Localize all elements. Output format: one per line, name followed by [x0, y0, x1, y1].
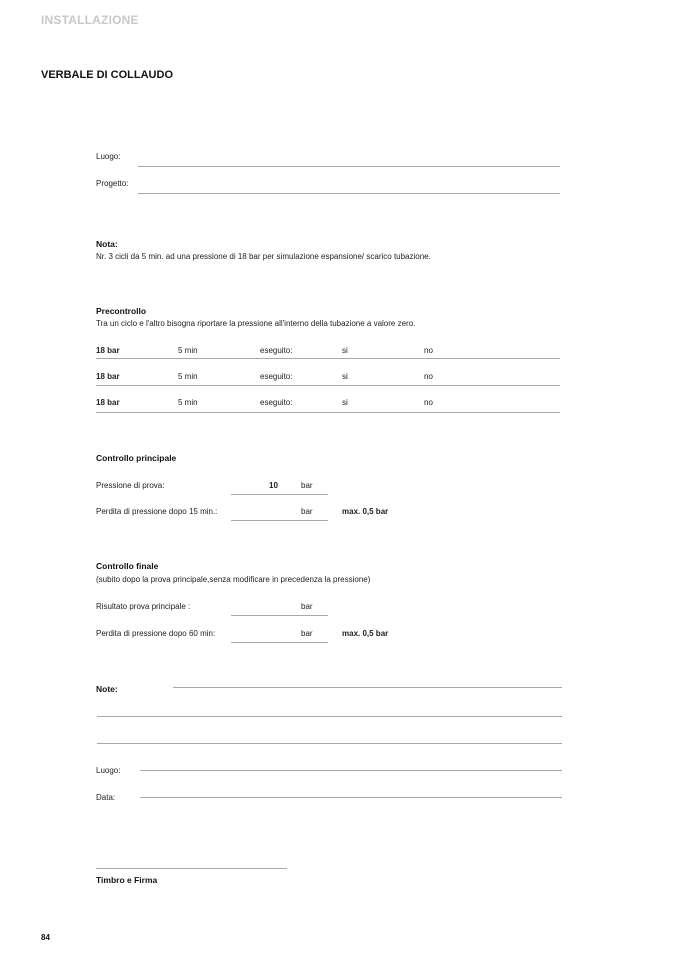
footer-data-label: Data:	[96, 793, 116, 802]
pressione-prova-unit: bar	[301, 481, 313, 490]
progetto-field-line[interactable]	[138, 193, 560, 194]
precontrollo-row-2-duration: 5 min	[178, 372, 198, 381]
nota-title: Nota:	[96, 239, 118, 249]
precontrollo-row-1-pressure: 18 bar	[96, 346, 120, 355]
precontrollo-row-3-no-option[interactable]: no	[424, 398, 433, 407]
precontrollo-row-1-yes-option[interactable]: si	[342, 346, 348, 355]
page-number: 84	[41, 933, 50, 942]
precontrollo-row-3-label: eseguito:	[260, 398, 293, 407]
progetto-label: Progetto:	[96, 179, 129, 188]
luogo-label: Luogo:	[96, 152, 121, 161]
risultato-prova-label: Risultato prova principale :	[96, 602, 191, 611]
risultato-prova-field-line[interactable]	[231, 615, 328, 616]
risultato-prova-unit: bar	[301, 602, 313, 611]
footer-data-field-line[interactable]	[140, 797, 562, 798]
perdita-15min-unit: bar	[301, 507, 313, 516]
pressione-prova-value[interactable]: 10	[269, 481, 278, 490]
perdita-60min-unit: bar	[301, 629, 313, 638]
section-header: INSTALLAZIONE	[41, 13, 139, 27]
perdita-15min-field-line[interactable]	[231, 520, 328, 521]
perdita-60min-label: Perdita di pressione dopo 60 min:	[96, 629, 216, 638]
perdita-15min-max: max. 0,5 bar	[342, 507, 389, 516]
precontrollo-row-3-line	[96, 412, 560, 413]
note-line-1[interactable]	[173, 687, 562, 688]
precontrollo-row-3-duration: 5 min	[178, 398, 198, 407]
precontrollo-row-3-yes-option[interactable]: si	[342, 398, 348, 407]
controllo-finale-title: Controllo finale	[96, 561, 159, 571]
precontrollo-row-2-pressure: 18 bar	[96, 372, 120, 381]
precontrollo-row-1-label: eseguito:	[260, 346, 293, 355]
precontrollo-row-1-no-option[interactable]: no	[424, 346, 433, 355]
perdita-60min-field-line[interactable]	[231, 642, 328, 643]
signature-line[interactable]	[96, 868, 287, 869]
precontrollo-row-2-label: eseguito:	[260, 372, 293, 381]
note-label: Note:	[96, 684, 118, 694]
controllo-principale-title: Controllo principale	[96, 453, 177, 463]
perdita-15min-label: Perdita di pressione dopo 15 min.:	[96, 507, 218, 516]
controllo-finale-subtitle: (subito dopo la prova principale,senza modificare in precedenza la pressione)	[96, 575, 371, 584]
footer-luogo-field-line[interactable]	[140, 770, 562, 771]
note-line-3[interactable]	[97, 743, 562, 744]
precontrollo-row-2-line	[96, 385, 560, 386]
pressione-prova-field-line	[231, 494, 328, 495]
precontrollo-row-1-line	[96, 358, 560, 359]
precontrollo-row-3-pressure: 18 bar	[96, 398, 120, 407]
precontrollo-title: Precontrollo	[96, 306, 147, 316]
signature-label: Timbro e Firma	[96, 875, 158, 885]
note-line-2[interactable]	[97, 716, 562, 717]
pressione-prova-label: Pressione di prova:	[96, 481, 165, 490]
page-title: VERBALE DI COLLAUDO	[41, 69, 173, 81]
precontrollo-row-2-yes-option[interactable]: si	[342, 372, 348, 381]
precontrollo-row-2-no-option[interactable]: no	[424, 372, 433, 381]
precontrollo-text: Tra un ciclo e l'altro bisogna riportare la pressione all'interno della tubazione a valore zero.	[96, 319, 416, 328]
luogo-field-line[interactable]	[138, 166, 560, 167]
nota-text: Nr. 3 cicli da 5 min. ad una pressione di 18 bar per simulazione espansione/ scarico tubazione.	[96, 252, 431, 261]
precontrollo-row-1-duration: 5 min	[178, 346, 198, 355]
footer-luogo-label: Luogo:	[96, 766, 121, 775]
perdita-60min-max: max. 0,5 bar	[342, 629, 389, 638]
